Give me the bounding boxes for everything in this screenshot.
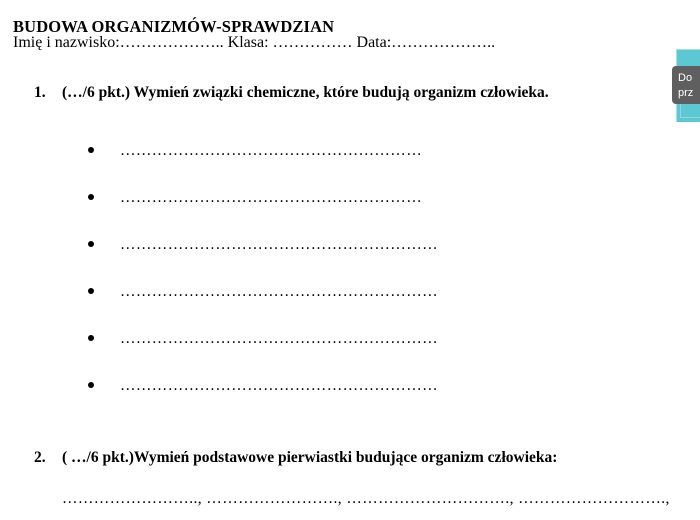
question-1-text: (…/6 pkt.) Wymień związki chemiczne, które budują organizm człowieka. [62,84,549,101]
teal-panel-inner [680,103,700,118]
bullet-icon [88,288,94,294]
answer-blank: …………………………………………………… [120,237,438,253]
question-2 [34,449,557,467]
bullet-icon [88,241,94,247]
tooltip-line-1: Do [678,72,693,84]
bullet-icon [88,147,94,153]
tooltip-line-2: prz [678,87,694,99]
question-2-text: ( …/6 pkt.)Wymień podstawowe pierwiastki budujące organizm człowieka: [62,449,558,466]
widget-tooltip [672,66,700,104]
answer-blank: …………………………………………………… [120,284,438,300]
question-2-number: 2. [34,449,46,466]
question-1 [34,84,549,102]
answer-blank: ………………………………………………… [120,190,423,206]
question-2-blank-row[interactable]: …………………….., ……………………., …………………………., ………………………., [62,491,670,507]
student-identity-line: Imię i nazwisko:……………….. Klasa: …………… Data:……………….. [13,34,496,51]
answer-blank: …………………………………………………… [120,331,438,347]
bullet-icon [88,194,94,200]
bullet-icon [88,382,94,388]
answer-blank: …………………………………………………… [120,378,438,394]
question-1-number: 1. [34,84,46,101]
bullet-icon [88,335,94,341]
page-title: BUDOWA ORGANIZMÓW-SPRAWDZIAN [13,17,335,37]
answer-blank: ………………………………………………… [120,143,423,159]
